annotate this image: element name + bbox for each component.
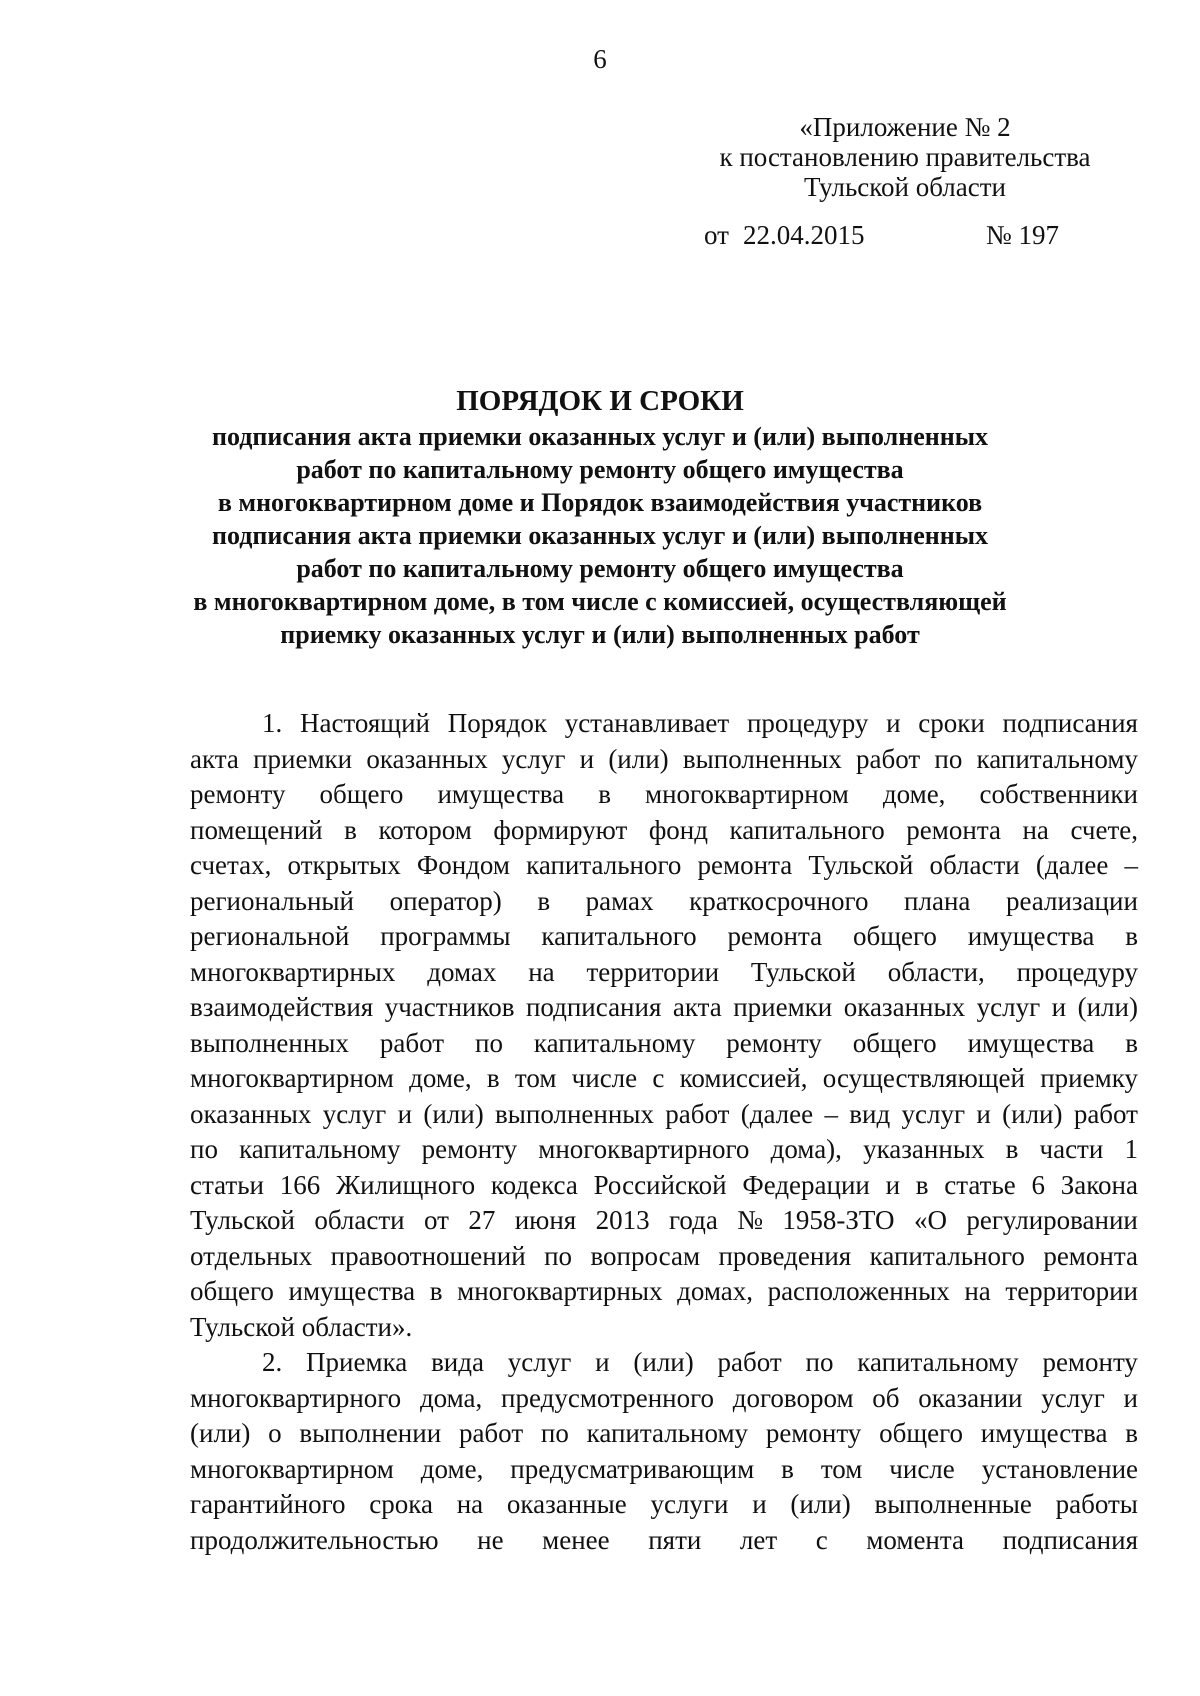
word: территории (1005, 1276, 1138, 1306)
word: том (820, 1453, 863, 1484)
word: оказании (918, 1382, 1023, 1413)
word: – (1124, 850, 1138, 880)
body-text (190, 706, 1138, 1558)
word: указанных (863, 1134, 985, 1164)
word: – (824, 1098, 838, 1129)
word: капитальному (976, 743, 1138, 774)
word: имущества (288, 1276, 416, 1306)
word: статье (944, 1169, 1016, 1200)
word: Настоящий (299, 708, 430, 738)
word: 1 (1124, 1134, 1138, 1164)
word: (или) (190, 1418, 251, 1448)
word: том (514, 1063, 557, 1093)
word: и (1123, 1382, 1138, 1413)
word: общего (852, 921, 937, 951)
word: (или) (608, 743, 669, 774)
word: работ (1073, 1098, 1138, 1129)
word: выполненные (874, 1489, 1032, 1519)
text-line (190, 742, 1138, 778)
word: подписания (1002, 708, 1138, 738)
word: ремонту (1042, 1347, 1138, 1377)
word: многоквартирном (190, 1063, 394, 1093)
word: Жилищного (335, 1169, 476, 1200)
word: услуг (322, 1098, 387, 1129)
word: проведения (718, 1240, 852, 1271)
word: области». (301, 1311, 413, 1342)
word: в (486, 1063, 500, 1093)
word: о (268, 1418, 282, 1448)
word: в (1125, 1027, 1138, 1058)
word: работ (458, 1418, 524, 1448)
text-line (190, 1345, 1138, 1381)
word: приемки (733, 992, 833, 1022)
word: Фондом (416, 850, 510, 880)
word: многоквартирного (190, 1382, 402, 1413)
subtitle-line: в многоквартирном доме и Порядок взаимодействия участников (217, 488, 983, 517)
word: с (815, 1524, 828, 1555)
word: и (1051, 992, 1067, 1022)
word: по (544, 1240, 573, 1271)
word: «О (913, 1205, 947, 1235)
word: и (397, 1098, 413, 1129)
word: услуги (650, 1489, 729, 1519)
word: выполненных (495, 1098, 654, 1129)
word: (далее (1035, 850, 1109, 880)
word: акта (190, 743, 239, 774)
word: фонд (648, 814, 708, 845)
document-date: 22.04.2015 (742, 220, 865, 250)
paragraph-2 (190, 1345, 1138, 1558)
word: счетах, (190, 850, 272, 880)
word: года (669, 1205, 718, 1235)
word: об (872, 1382, 900, 1413)
word: 1958-ЗТО (782, 1205, 895, 1235)
word: реализации (1005, 885, 1138, 916)
word: капитальному (533, 1027, 696, 1058)
word: (или) (1077, 992, 1138, 1022)
word: и (886, 708, 901, 738)
word: момента (866, 1524, 964, 1555)
word: Тульской (190, 1311, 302, 1342)
word: 2. (262, 1347, 283, 1377)
word: процедуру (1016, 956, 1138, 987)
word: домах, (677, 1276, 753, 1306)
word: расположенных (767, 1276, 950, 1306)
word: капитального (541, 921, 697, 951)
word: многоквартирном (644, 779, 849, 809)
word: Тульской (190, 1205, 295, 1235)
word: Тульской (808, 850, 914, 880)
word: области (929, 850, 1020, 880)
subtitle-line: работ по капитальному ремонту общего имущества (296, 554, 904, 583)
word: ремонту (726, 1027, 822, 1058)
word: краткосрочного (689, 885, 869, 916)
word: пяти (648, 1524, 702, 1555)
text-line (190, 1487, 1138, 1523)
text-line (190, 1097, 1138, 1133)
text-line (190, 1523, 1138, 1559)
word: вопросам (590, 1240, 701, 1271)
word: общего (190, 1276, 274, 1306)
word: ремонта (906, 814, 1001, 845)
word: региональной (190, 921, 350, 951)
word: числе (571, 1063, 638, 1093)
word: собственники (979, 779, 1138, 809)
word: на (528, 956, 555, 987)
text-line (190, 1239, 1138, 1275)
word: доме, (420, 1453, 484, 1484)
word: и (595, 1347, 610, 1377)
word: капитального (729, 814, 885, 845)
word: имущества (967, 921, 1095, 951)
word: по (934, 743, 963, 774)
text-line (190, 1026, 1138, 1062)
text-line (190, 706, 1138, 742)
word: на (964, 1276, 991, 1306)
word: имущества (967, 1027, 1095, 1058)
word: отдельных (190, 1240, 313, 1271)
word: в (1005, 1134, 1019, 1164)
word: в (1125, 1418, 1138, 1448)
word: Приемка (306, 1347, 408, 1377)
word: с (652, 1063, 665, 1093)
word: (или) (423, 1098, 484, 1129)
word: предусмотренного (501, 1382, 714, 1413)
word: 1. (262, 708, 283, 738)
word: 27 (468, 1205, 496, 1235)
word: услуг (501, 743, 566, 774)
word: ремонта (727, 921, 823, 951)
word: области (314, 1205, 405, 1235)
appendix-line: Тульской области (804, 172, 1006, 202)
word: и (752, 1489, 767, 1519)
word: оказанных (843, 992, 966, 1022)
word: лет (739, 1524, 778, 1555)
word: доме, (882, 779, 946, 809)
paragraph-1 (190, 706, 1138, 1345)
word: (далее (740, 1098, 814, 1129)
word: по (190, 1134, 218, 1164)
word: участников (384, 992, 515, 1022)
word: работ (856, 743, 921, 774)
word: работ (379, 1027, 445, 1058)
word: общего (879, 1418, 963, 1448)
word: счете, (1070, 814, 1138, 845)
word: осуществляющей (822, 1063, 1025, 1093)
word: доме, (409, 1063, 472, 1093)
text-line (190, 1416, 1138, 1452)
word: Закона (1060, 1169, 1138, 1200)
subtitle-line: в многоквартирном доме, в том числе с комиссией, осуществляющей (193, 587, 1007, 616)
word: капитальному (586, 1418, 749, 1448)
word: вид (849, 1098, 891, 1129)
word: и (579, 743, 595, 774)
document-number: № 197 (986, 220, 1060, 250)
word: ремонту (190, 779, 286, 809)
word: ремонту (765, 1418, 862, 1448)
word: приемки (253, 743, 353, 774)
word: услуг (901, 1098, 966, 1129)
word: приемку (1040, 1063, 1138, 1093)
word: на (1022, 814, 1049, 845)
text-line (190, 848, 1138, 884)
date-prefix: от (704, 220, 729, 250)
word: открытых (287, 850, 401, 880)
word: не (477, 1524, 504, 1555)
word: кодекса (490, 1169, 578, 1200)
word: вида (431, 1347, 484, 1377)
word: котором (378, 814, 472, 845)
word: работ (665, 1098, 730, 1129)
word: июня (514, 1205, 577, 1235)
word: работ (717, 1347, 782, 1377)
word: в (781, 1453, 794, 1484)
word: предусматривающим (510, 1453, 755, 1484)
word: оказанных (190, 1098, 312, 1129)
word: многоквартирных (190, 956, 396, 987)
appendix-line: к постановлению правительства (719, 142, 1091, 172)
word: многоквартирном (190, 1453, 394, 1484)
word: подписания (1002, 1524, 1138, 1555)
text-line (190, 1452, 1138, 1488)
subtitle-line: подписания акта приемки оказанных услуг и (или) выполненных (211, 521, 989, 550)
word: рамах (585, 885, 654, 916)
word: региональный (190, 885, 355, 916)
word: дома), (770, 1134, 842, 1164)
word: ремонту (421, 1134, 518, 1164)
word: в (429, 1276, 443, 1306)
word: домах (427, 956, 497, 987)
word: и (885, 1169, 901, 1200)
subtitle-line: приемку оказанных услуг и (или) выполненных работ (280, 620, 920, 649)
word: ремонта (697, 850, 793, 880)
word: в (537, 885, 551, 916)
word: в (915, 1169, 929, 1200)
word: общего (852, 1027, 937, 1058)
word: устанавливает (564, 708, 730, 738)
word: акта (672, 992, 722, 1022)
word: подписания (525, 992, 662, 1022)
text-line (190, 1132, 1138, 1168)
word: формируют (493, 814, 628, 845)
word: территории (586, 956, 720, 987)
word: выполненных (682, 743, 842, 774)
word: регулировании (966, 1205, 1138, 1235)
word: Российской (593, 1169, 727, 1200)
word: дома, (419, 1382, 483, 1413)
word: по (805, 1347, 834, 1377)
subtitle-line: работ по капитальному ремонту общего имущества (296, 455, 904, 484)
word: капитальному (857, 1347, 1019, 1377)
text-line (190, 1274, 1138, 1310)
word: (или) (1002, 1098, 1063, 1129)
text-line (190, 1310, 1138, 1346)
text-line (190, 777, 1138, 813)
word: по (475, 1027, 503, 1058)
word: статьи (190, 1169, 264, 1200)
text-line (190, 1381, 1138, 1417)
word: взаимодействия (190, 992, 374, 1022)
word: 6 (1031, 1169, 1046, 1200)
word: в (1125, 921, 1138, 951)
word: (или) (790, 1489, 851, 1519)
word: услуг (507, 1347, 572, 1377)
word: оказанных (366, 743, 488, 774)
word: общего (319, 779, 404, 809)
word: № (737, 1205, 764, 1235)
word: многоквартирных (457, 1276, 663, 1306)
word: выполнении (299, 1418, 442, 1448)
word: области, (887, 956, 985, 987)
word: капитальному (239, 1134, 401, 1164)
word: на (456, 1489, 484, 1519)
word: сроки (918, 708, 985, 738)
word: и (976, 1098, 991, 1129)
page-number: 6 (593, 44, 607, 74)
word: части (1039, 1134, 1104, 1164)
word: оказанные (506, 1489, 627, 1519)
text-line (190, 1168, 1138, 1204)
word: продолжительностью (190, 1524, 439, 1555)
word: процедуру (746, 708, 869, 738)
word: Порядок (447, 708, 547, 738)
word: услуг (976, 992, 1041, 1022)
word: услуг (1041, 1382, 1105, 1413)
text-line (190, 955, 1138, 991)
word: имущества (980, 1418, 1108, 1448)
word: правоотношений (330, 1240, 526, 1271)
appendix-line: «Приложение № 2 (799, 112, 1011, 142)
word: 2013 (595, 1205, 650, 1235)
word: ремонта (1043, 1240, 1138, 1271)
word: капитального (869, 1240, 1025, 1271)
document-subtitle (160, 420, 1040, 651)
text-line (190, 1061, 1138, 1097)
word: от (423, 1205, 449, 1235)
word: Тульской (750, 956, 856, 987)
text-line (190, 884, 1138, 920)
word: оператор) (389, 885, 502, 916)
subtitle-line: подписания акта приемки оказанных услуг и (или) выполненных (211, 422, 989, 451)
word: имущества (437, 779, 565, 809)
word: менее (542, 1524, 610, 1555)
word: работы (1055, 1489, 1138, 1519)
word: плана (904, 885, 971, 916)
word: договором (732, 1382, 854, 1413)
text-line (190, 919, 1138, 955)
word: многоквартирного (538, 1134, 750, 1164)
word: Федерации (742, 1169, 870, 1200)
word: в (344, 814, 357, 845)
appendix-header (690, 112, 1120, 202)
word: числе (889, 1453, 955, 1484)
word: (или) (633, 1347, 694, 1377)
word: в (598, 779, 611, 809)
word: комиссией, (679, 1063, 808, 1093)
word: капитального (526, 850, 682, 880)
text-line (190, 1203, 1138, 1239)
document-date-line (704, 220, 1104, 251)
word: гарантийного (190, 1489, 346, 1519)
word: помещений (190, 814, 323, 845)
word: выполненных (190, 1027, 349, 1058)
word: 166 (279, 1169, 321, 1200)
word: по (540, 1418, 569, 1448)
word: срока (369, 1489, 433, 1519)
text-line (190, 990, 1138, 1026)
word: установление (981, 1453, 1138, 1484)
word: программы (380, 921, 511, 951)
text-line (190, 813, 1138, 849)
document-title: ПОРЯДОК И СРОКИ (456, 385, 744, 417)
